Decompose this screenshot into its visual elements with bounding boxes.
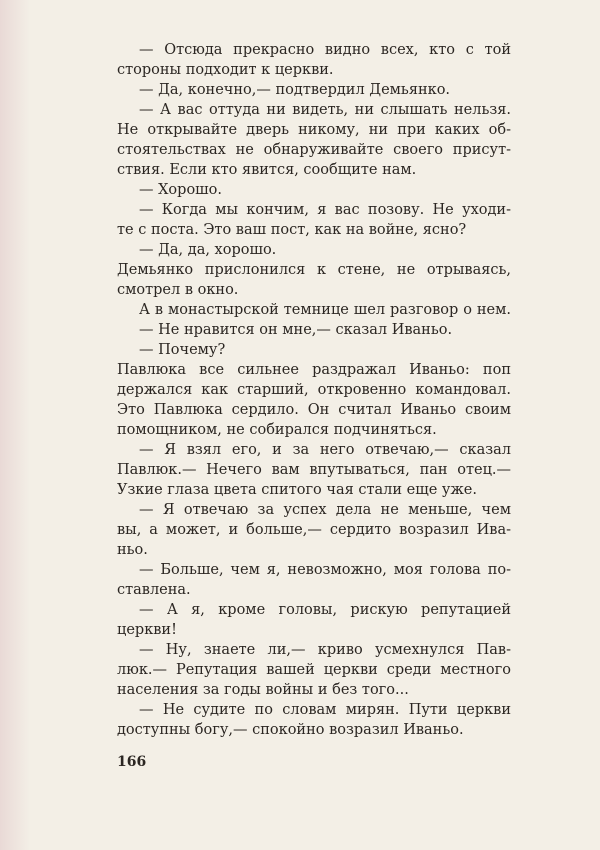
- text-line: смотрел в окно.: [117, 282, 239, 298]
- text-line: А в монастырской темнице шел разговор о нем.: [139, 302, 511, 318]
- text-line: — Отсюда прекрасно видно всех, кто с той: [139, 42, 511, 58]
- page-number: 166: [117, 754, 147, 770]
- text-line: Демьянко прислонился к стене, не отрываясь,: [117, 262, 511, 278]
- text-line: — Почему?: [139, 342, 226, 358]
- text-line: — Да, конечно,— подтвердил Демьянко.: [139, 82, 451, 98]
- text-line: — Не судите по словам мирян. Пути церкви: [139, 702, 511, 718]
- text-line: Это Павлюка сердило. Он считал Иваньо своим: [117, 402, 511, 418]
- text-line: церкви!: [117, 622, 177, 638]
- text-line: те с поста. Это ваш пост, как на войне, ясно?: [117, 222, 467, 238]
- text-line: ставлена.: [117, 582, 191, 598]
- text-line: Узкие глаза цвета спитого чая стали еще уже.: [117, 482, 477, 498]
- text-line: ствия. Если кто явится, сообщите нам.: [117, 162, 417, 178]
- text-line: стоятельствах не обнаруживайте своего присут-: [117, 142, 511, 158]
- text-line: вы, а может, и больше,— сердито возразил Ива-: [117, 522, 511, 538]
- text-line: — Я отвечаю за успех дела не меньше, чем: [139, 502, 511, 518]
- text-line: Павлюк.— Нечего вам впутываться, пан отец.—: [117, 462, 511, 478]
- text-line: — Хорошо.: [139, 182, 222, 198]
- text-line: Не открывайте дверь никому, ни при каких об-: [117, 122, 511, 138]
- text-line: — А я, кроме головы, рискую репутацией: [139, 602, 511, 618]
- text-line: — А вас оттуда ни видеть, ни слышать нельзя.: [139, 102, 511, 118]
- text-line: — Я взял его, и за него отвечаю,— сказал: [139, 442, 511, 458]
- page-edge-shadow: [0, 0, 30, 850]
- text-line: — Не нравится он мне,— сказал Иваньо.: [139, 322, 453, 338]
- text-line: — Да, да, хорошо.: [139, 242, 277, 258]
- text-line: — Больше, чем я, невозможно, моя голова по-: [139, 562, 511, 578]
- text-line: люк.— Репутация вашей церкви среди местного: [117, 662, 511, 678]
- book-page-text: [117, 40, 511, 740]
- text-line: — Ну, знаете ли,— криво усмехнулся Пав-: [139, 642, 511, 658]
- text-line: стороны подходит к церкви.: [117, 62, 334, 78]
- text-line: Павлюка все сильнее раздражал Иваньо: поп: [117, 362, 511, 378]
- text-line: населения за годы войны и без того...: [117, 682, 409, 698]
- text-line: помощником, не собирался подчиняться.: [117, 422, 437, 438]
- text-line: — Когда мы кончим, я вас позову. Не уходи-: [139, 202, 511, 218]
- text-line: доступны богу,— спокойно возразил Иваньо.: [117, 722, 464, 738]
- text-line: ньо.: [117, 542, 148, 558]
- text-line: держался как старший, откровенно командовал.: [117, 382, 511, 398]
